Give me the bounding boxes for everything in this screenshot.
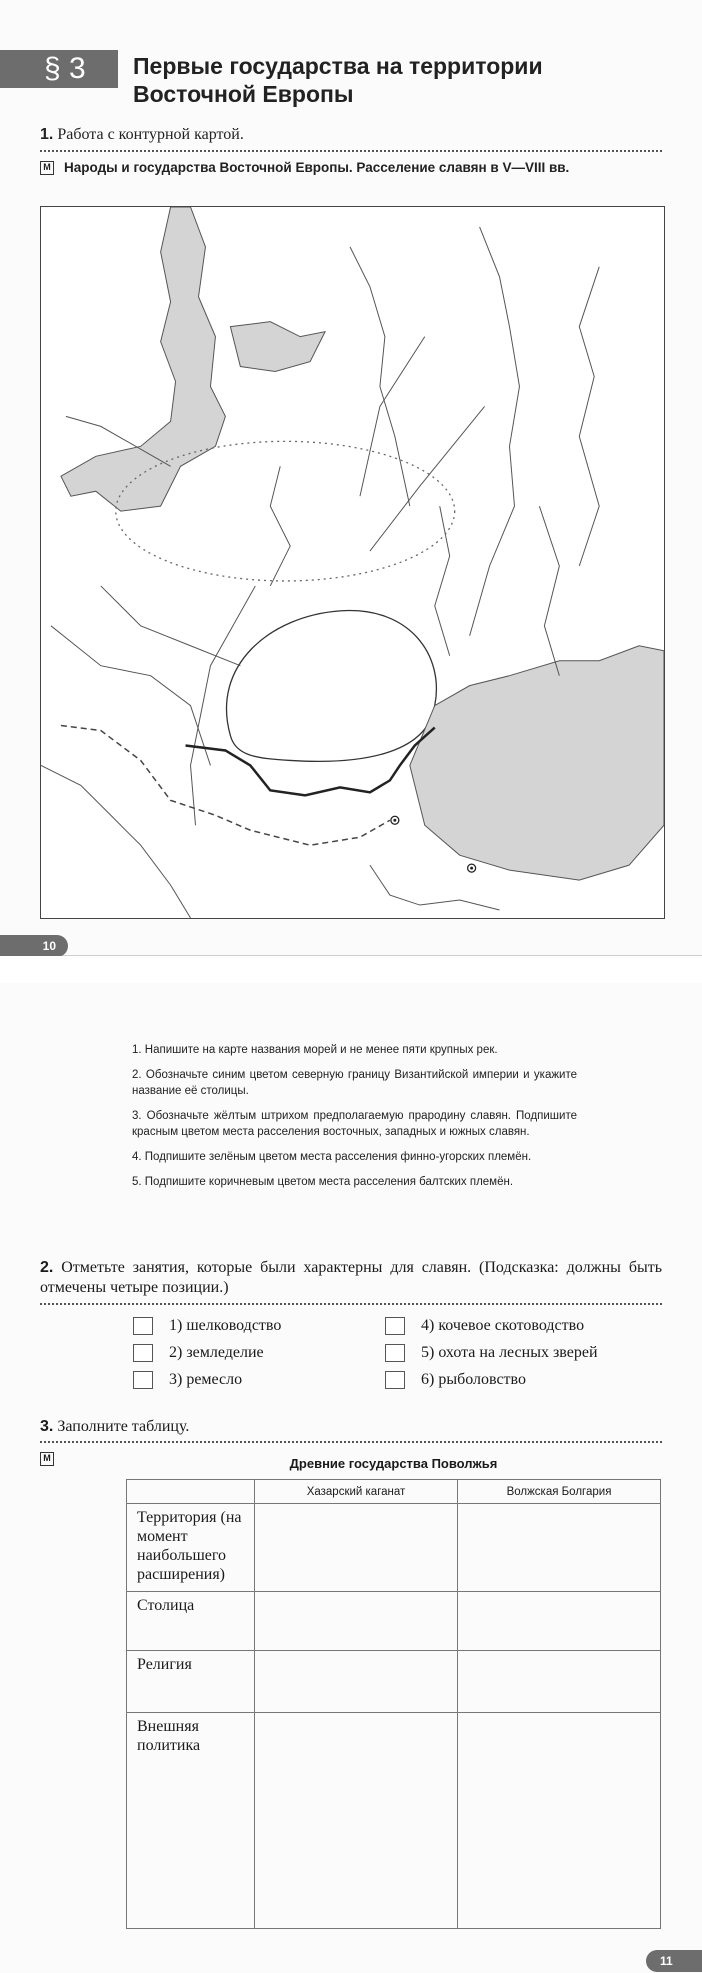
black-sea-shape [410,646,664,880]
table-header-row [127,1480,661,1504]
task-2 [40,1258,662,1298]
option-3-label: 3) ремесло [169,1371,243,1388]
cell-volga-territory[interactable] [458,1504,661,1592]
contour-map[interactable] [40,206,665,919]
option-4[interactable] [385,1316,584,1336]
map-caption-row [40,160,670,175]
table-task-icon: М [40,1452,54,1466]
divider-dotted [40,150,662,152]
task-2-number: 2. [40,1259,54,1276]
migration-arrow-4 [191,586,256,825]
option-2[interactable] [133,1343,264,1363]
page-number-11: 11 [646,1950,702,1972]
chapter-title [133,52,653,108]
table-header-empty [127,1480,255,1504]
option-1[interactable] [133,1316,281,1336]
river-3 [579,267,599,566]
option-6-checkbox[interactable] [385,1371,405,1389]
river-1 [350,247,410,506]
city-marker-1-dot [393,819,396,822]
cell-khazar-capital[interactable] [255,1592,458,1651]
page-number-10: 10 [0,935,68,957]
page-10 [0,0,702,956]
cell-khazar-foreign-policy[interactable] [255,1713,458,1929]
table-header-volga-bulgaria: Волжская Болгария [458,1480,661,1504]
instruction-4: 4. Подпишите зелёным цветом места расселения финно-угорских племён. [132,1151,532,1163]
option-5-label: 5) охота на лесных зверей [421,1344,598,1361]
map-instructions [132,1042,577,1199]
task-1-text: Работа с контурной картой. [57,126,244,143]
page-gap [0,956,702,983]
task-1-heading [40,126,244,144]
option-3[interactable] [133,1370,242,1390]
river-7 [435,506,450,656]
map-caption: Народы и государства Восточной Европы. Расселение славян в V—VIII вв. [64,160,570,175]
states-table [126,1479,661,1929]
carpathian-region [227,611,437,762]
option-1-checkbox[interactable] [133,1317,153,1335]
table-row [127,1651,661,1713]
task-2-text: Отметьте занятия, которые были характерны для славян. (Подсказка: должны быть отмечены четыре позиции.) [40,1259,663,1296]
baltic-sea-shape [61,207,325,511]
divider-dotted-3 [40,1441,662,1443]
task-3 [40,1418,189,1436]
option-3-checkbox[interactable] [133,1371,153,1389]
table-row [127,1713,661,1929]
option-2-label: 2) земледелие [169,1344,264,1361]
section-badge: § 3 [0,50,118,88]
row-head-territory: Территория (на момент наибольшего расширения) [127,1504,255,1592]
row-head-foreign-policy: Внешняя политика [127,1713,255,1929]
river-6 [270,466,290,586]
option-5[interactable] [385,1343,598,1363]
table-row [127,1504,661,1592]
aegean-coast [370,865,500,910]
river-4 [101,586,241,666]
instruction-3: 3. Обозначьте жёлтым штрихом предполагаемую прародину славян. Подпишите красным цветом места расселения восточных, западных и южных славян. [132,1110,577,1138]
map-task-icon: М [40,161,54,175]
chapter-title-line-2: Восточной Европы [133,81,354,107]
table-header-khazar: Хазарский каганат [255,1480,458,1504]
contour-map-drawing [41,207,664,918]
option-6[interactable] [385,1370,526,1390]
city-marker-2-dot [470,867,473,870]
option-6-label: 6) рыболовство [421,1371,526,1388]
river-8 [539,506,559,676]
option-5-checkbox[interactable] [385,1344,405,1362]
migration-arrow-2 [370,406,485,551]
row-head-religion: Религия [127,1651,255,1713]
instruction-5: 5. Подпишите коричневым цветом места расселения балтских племён. [132,1176,514,1188]
river-2 [470,227,520,636]
chapter-title-line-1: Первые государства на территории [133,53,543,79]
task-3-text: Заполните таблицу. [57,1418,190,1435]
cell-volga-religion[interactable] [458,1651,661,1713]
cell-khazar-religion[interactable] [255,1651,458,1713]
row-head-capital: Столица [127,1592,255,1651]
option-4-checkbox[interactable] [385,1317,405,1335]
adriatic-coast [41,765,191,918]
cell-volga-capital[interactable] [458,1592,661,1651]
cell-volga-foreign-policy[interactable] [458,1713,661,1929]
option-4-label: 4) кочевое скотоводство [421,1317,585,1334]
table-title: Древние государства Поволжья [289,1456,498,1471]
option-1-label: 1) шелководство [169,1317,282,1334]
migration-arrow-1 [360,337,425,497]
instruction-1: 1. Напишите на карте названия морей и не менее пяти крупных рек. [132,1044,498,1056]
dashed-boundary [61,726,390,846]
divider-dotted-2 [40,1303,662,1305]
task-1-number: 1. [40,126,54,143]
cell-khazar-territory[interactable] [255,1504,458,1592]
option-2-checkbox[interactable] [133,1344,153,1362]
table-row [127,1592,661,1651]
task-3-number: 3. [40,1418,54,1435]
instruction-2: 2. Обозначьте синим цветом северную границу Византийской империи и укажите название её столицы. [132,1069,577,1097]
